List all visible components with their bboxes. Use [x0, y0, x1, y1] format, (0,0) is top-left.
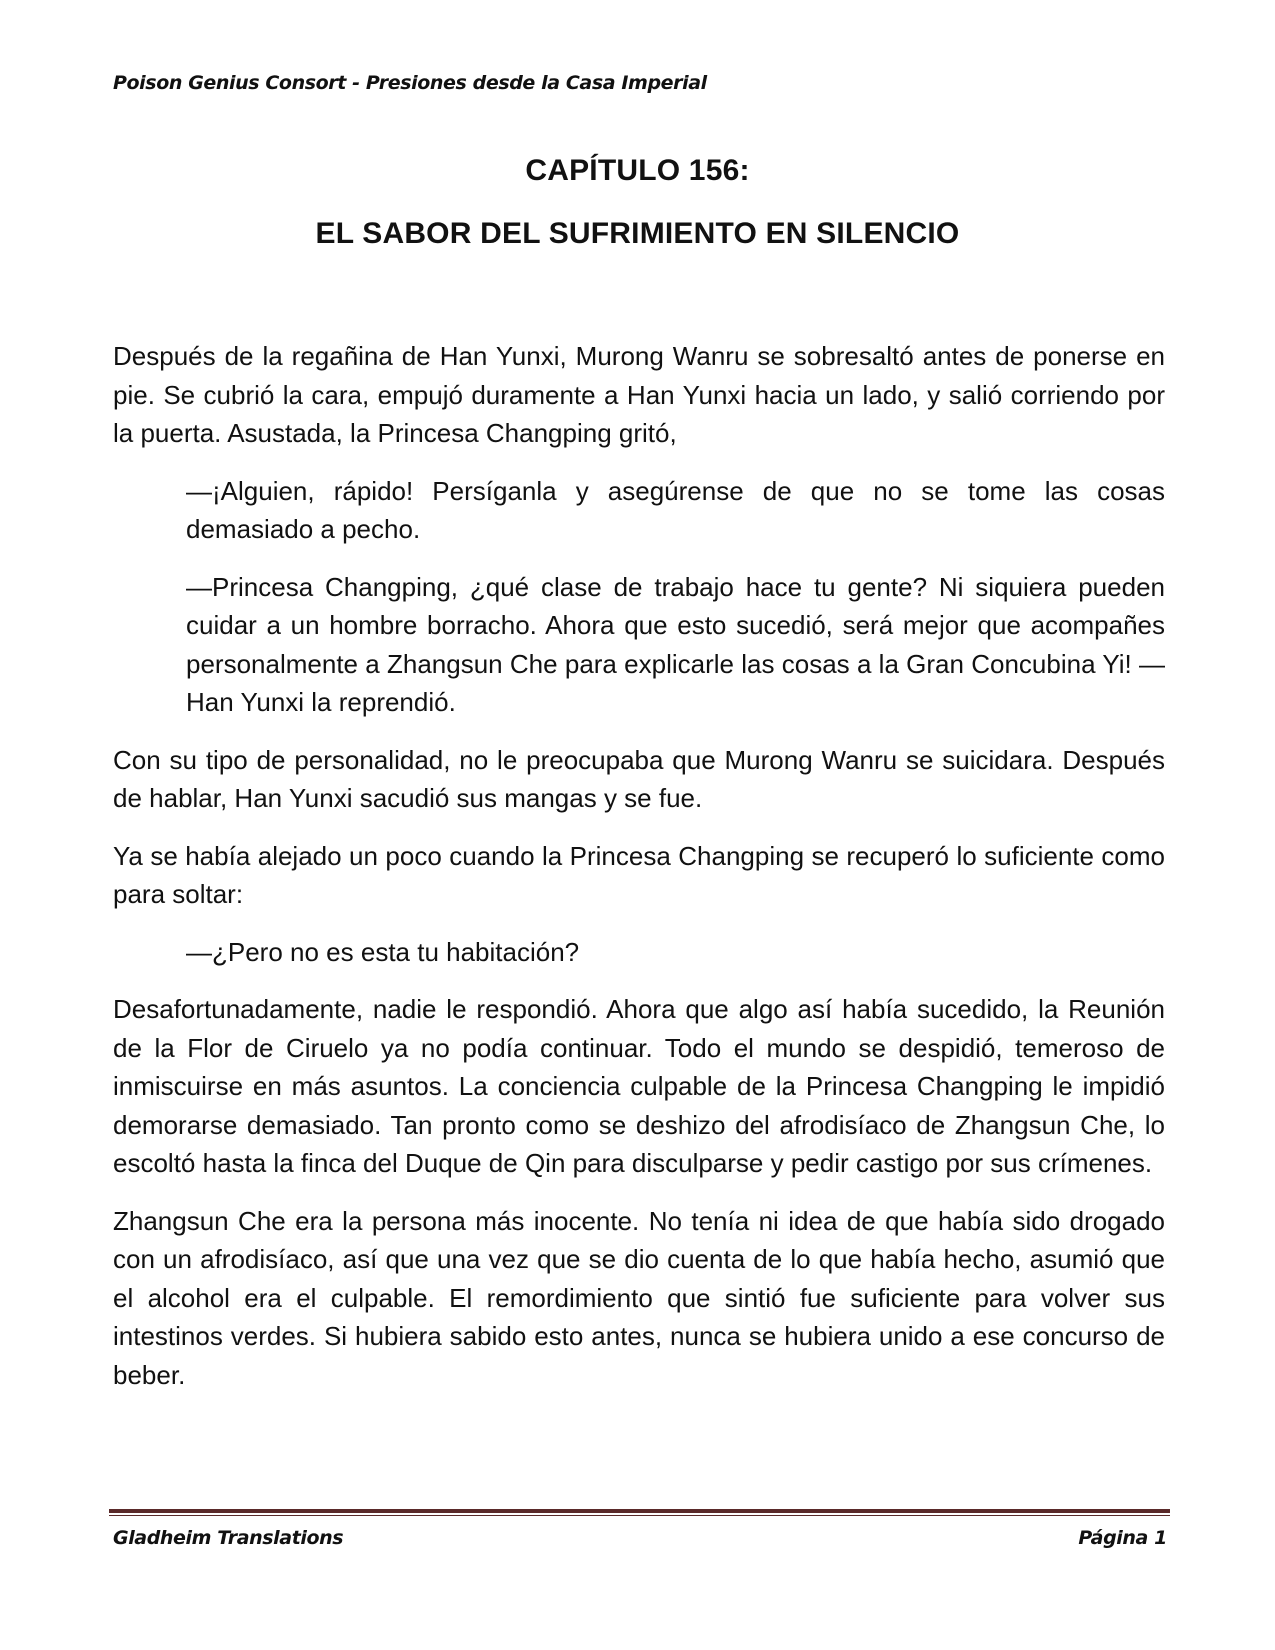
paragraph: Ya se había alejado un poco cuando la Princesa Changping se recuperó lo suficiente como para soltar: — [113, 840, 1165, 909]
chapter-title: EL SABOR DEL SUFRIMIENTO EN SILENCIO — [315, 217, 960, 250]
footer-divider — [109, 1509, 1170, 1516]
paragraph: Zhangsun Che era la persona más inocente. No tenía ni idea de que había sido drogado con un afrodisíaco, así que una vez que se dio cuenta de lo que había hecho, asumió que el alcohol era el culpable. El remordimiento que sintió fue suficiente para volver sus intestinos verdes. Si hubiera sabido esto antes, nunca se hubiera unido a ese concurso de beber. — [113, 1205, 1165, 1390]
dialogue-paragraph: —¡Alguien, rápido! Persíganla y asegúrense de que no se tome las cosas demasiado a pecho. — [186, 475, 1165, 544]
paragraph: Después de la regañina de Han Yunxi, Murong Wanru se sobresaltó antes de ponerse en pie. Se cubrió la cara, empujó duramente a Han Yunxi hacia un lado, y salió corriendo por la puerta. Asustada, la Princesa Changping gritó, — [113, 341, 1165, 448]
running-header: Poison Genius Consort - Presiones desde la Casa Imperial — [113, 72, 707, 94]
page-number: Página 1 — [1078, 1527, 1167, 1549]
footer-publisher: Gladheim Translations — [113, 1527, 344, 1549]
chapter-body — [113, 337, 1165, 1413]
paragraph: Con su tipo de personalidad, no le preocupaba que Murong Wanru se suicidara. Después de hablar, Han Yunxi sacudió sus mangas y se fue. — [113, 744, 1165, 813]
chapter-number: CAPÍTULO 156: — [525, 154, 750, 187]
paragraph: Desafortunadamente, nadie le respondió. Ahora que algo así había sucedido, la Reunión de la Flor de Ciruelo ya no podía continuar. Todo el mundo se despidió, temeroso de inmiscuirse en más asuntos. La conciencia culpable de la Princesa Changping le impidió demorarse demasiado. Tan pronto como se deshizo del afrodisíaco de Zhangsun Che, lo escoltó hasta la finca del Duque de Qin para disculparse y pedir castigo por sus crímenes. — [113, 994, 1165, 1178]
dialogue-paragraph: —Princesa Changping, ¿qué clase de trabajo hace tu gente? Ni siquiera pueden cuidar a un hombre borracho. Ahora que esto sucedió, será mejor que acompañes personalmente a Zhangsun Che para explicarle las cosas a la Gran Concubina Yi! —Han Yunxi la reprendió. — [186, 571, 1165, 717]
dialogue-paragraph: —¿Pero no es esta tu habitación? — [186, 936, 580, 967]
